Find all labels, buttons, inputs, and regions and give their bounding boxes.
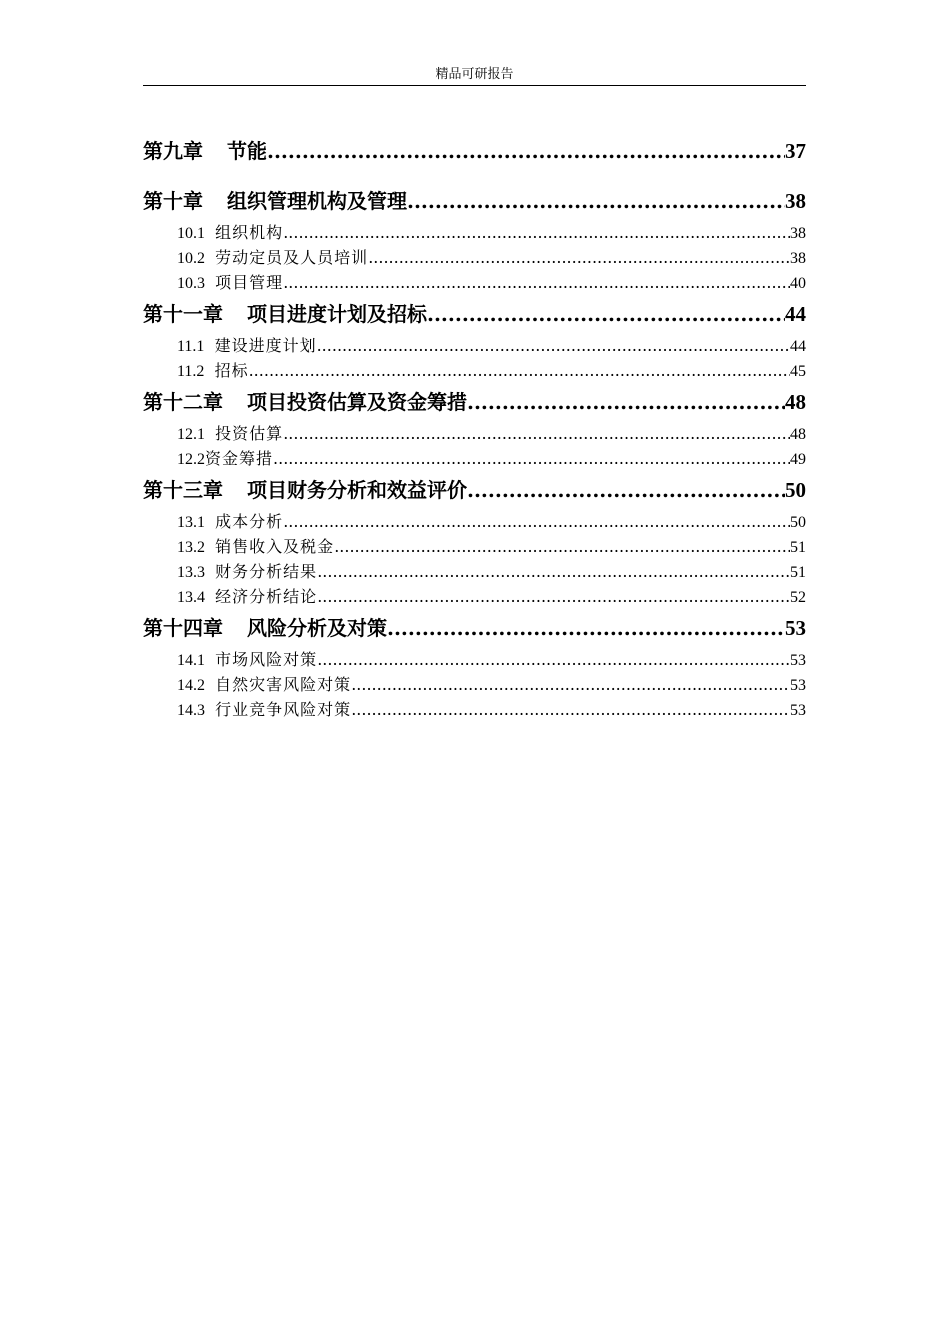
section-title: 招标 bbox=[214, 361, 249, 380]
toc-chapter-10[interactable] bbox=[143, 183, 806, 219]
page-number: 53 bbox=[785, 616, 806, 640]
toc-chapter-11[interactable] bbox=[143, 296, 806, 332]
section-title: 销售收入及税金 bbox=[215, 537, 335, 556]
chapter-number: 第十章 bbox=[143, 189, 203, 213]
page-number: 40 bbox=[790, 275, 806, 292]
toc-section-10-1[interactable] bbox=[143, 220, 806, 245]
section-number: 10.3 bbox=[177, 275, 205, 292]
page-number: 51 bbox=[790, 564, 806, 581]
dot-leader bbox=[283, 220, 790, 245]
section-title: 行业竞争风险对策 bbox=[215, 700, 352, 719]
page-number: 48 bbox=[790, 426, 806, 443]
toc-section-14-2[interactable] bbox=[143, 672, 806, 697]
section-number: 14.3 bbox=[177, 702, 205, 719]
toc-section-11-2[interactable] bbox=[143, 358, 806, 383]
page-number: 51 bbox=[790, 539, 806, 556]
section-title: 投资估算 bbox=[215, 424, 284, 443]
section-title: 自然灾害风险对策 bbox=[215, 675, 352, 694]
section-title: 组织机构 bbox=[215, 223, 284, 242]
dot-leader bbox=[317, 584, 790, 609]
dot-leader bbox=[387, 610, 785, 646]
dot-leader bbox=[283, 509, 790, 534]
dot-leader bbox=[427, 296, 785, 332]
section-number: 14.2 bbox=[177, 677, 205, 694]
toc-section-11-1[interactable] bbox=[143, 333, 806, 358]
chapter-title: 项目投资估算及资金筹措 bbox=[247, 390, 467, 414]
page-number: 49 bbox=[790, 451, 806, 468]
page-number: 50 bbox=[790, 514, 806, 531]
page-header: 精品可研报告 bbox=[435, 67, 514, 82]
toc-chapter-13[interactable] bbox=[143, 472, 806, 508]
page-number: 38 bbox=[785, 189, 806, 213]
section-number: 13.3 bbox=[177, 564, 205, 581]
dot-leader bbox=[249, 358, 790, 383]
toc-section-14-3[interactable] bbox=[143, 697, 806, 722]
section-number: 11.1 bbox=[177, 338, 205, 355]
section-title: 资金筹措 bbox=[205, 449, 274, 468]
toc-section-10-2[interactable] bbox=[143, 245, 806, 270]
dot-leader bbox=[407, 183, 785, 219]
section-title: 市场风险对策 bbox=[215, 650, 318, 669]
chapter-number: 第九章 bbox=[143, 139, 203, 163]
section-title: 财务分析结果 bbox=[215, 562, 318, 581]
section-title: 成本分析 bbox=[215, 512, 284, 531]
section-title: 建设进度计划 bbox=[214, 336, 317, 355]
dot-leader bbox=[317, 559, 790, 584]
page-number: 44 bbox=[790, 338, 806, 355]
toc-section-13-4[interactable] bbox=[143, 584, 806, 609]
page-number: 48 bbox=[785, 390, 806, 414]
header-rule bbox=[143, 85, 806, 86]
toc-section-12-1[interactable] bbox=[143, 421, 806, 446]
dot-leader bbox=[273, 446, 790, 471]
page-number: 45 bbox=[790, 363, 806, 380]
section-number: 13.2 bbox=[177, 539, 205, 556]
toc-section-10-3[interactable] bbox=[143, 270, 806, 295]
dot-leader bbox=[317, 333, 790, 358]
page-number: 53 bbox=[790, 702, 806, 719]
toc-section-13-2[interactable] bbox=[143, 534, 806, 559]
chapter-title: 项目财务分析和效益评价 bbox=[247, 478, 467, 502]
chapter-number: 第十二章 bbox=[143, 390, 223, 414]
toc-section-13-3[interactable] bbox=[143, 559, 806, 584]
dot-leader bbox=[283, 421, 790, 446]
page-number: 38 bbox=[790, 250, 806, 267]
chapter-number: 第十一章 bbox=[143, 302, 223, 326]
dot-leader bbox=[467, 472, 785, 508]
chapter-number: 第十三章 bbox=[143, 478, 223, 502]
toc-chapter-12[interactable] bbox=[143, 384, 806, 420]
page-number: 53 bbox=[790, 652, 806, 669]
page-number: 38 bbox=[790, 225, 806, 242]
section-number: 14.1 bbox=[177, 652, 205, 669]
toc-chapter-14[interactable] bbox=[143, 610, 806, 646]
section-number: 12.1 bbox=[177, 426, 205, 443]
chapter-title: 风险分析及对策 bbox=[247, 616, 387, 640]
dot-leader bbox=[334, 534, 790, 559]
toc-section-14-1[interactable] bbox=[143, 647, 806, 672]
dot-leader bbox=[368, 245, 790, 270]
page-number: 44 bbox=[785, 302, 806, 326]
section-number: 11.2 bbox=[177, 363, 205, 380]
chapter-number: 第十四章 bbox=[143, 616, 223, 640]
toc-section-13-1[interactable] bbox=[143, 509, 806, 534]
dot-leader bbox=[351, 697, 790, 722]
page-number: 53 bbox=[790, 677, 806, 694]
toc-chapter-9[interactable] bbox=[143, 133, 806, 169]
dot-leader bbox=[283, 270, 790, 295]
section-number: 13.4 bbox=[177, 589, 205, 606]
chapter-title: 项目进度计划及招标 bbox=[247, 302, 427, 326]
page-number: 50 bbox=[785, 478, 806, 502]
table-of-contents bbox=[143, 133, 806, 723]
page-number: 37 bbox=[785, 139, 806, 163]
dot-leader bbox=[351, 672, 790, 697]
section-number: 12.2 bbox=[177, 451, 205, 468]
page-number: 52 bbox=[790, 589, 806, 606]
section-number: 13.1 bbox=[177, 514, 205, 531]
section-number: 10.2 bbox=[177, 250, 205, 267]
section-title: 经济分析结论 bbox=[215, 587, 318, 606]
section-title: 劳动定员及人员培训 bbox=[215, 248, 369, 267]
dot-leader bbox=[267, 133, 785, 169]
chapter-title: 组织管理机构及管理 bbox=[227, 189, 407, 213]
section-title: 项目管理 bbox=[215, 273, 284, 292]
toc-section-12-2[interactable] bbox=[143, 446, 806, 471]
chapter-title: 节能 bbox=[227, 139, 267, 163]
dot-leader bbox=[317, 647, 790, 672]
dot-leader bbox=[467, 384, 785, 420]
section-number: 10.1 bbox=[177, 225, 205, 242]
